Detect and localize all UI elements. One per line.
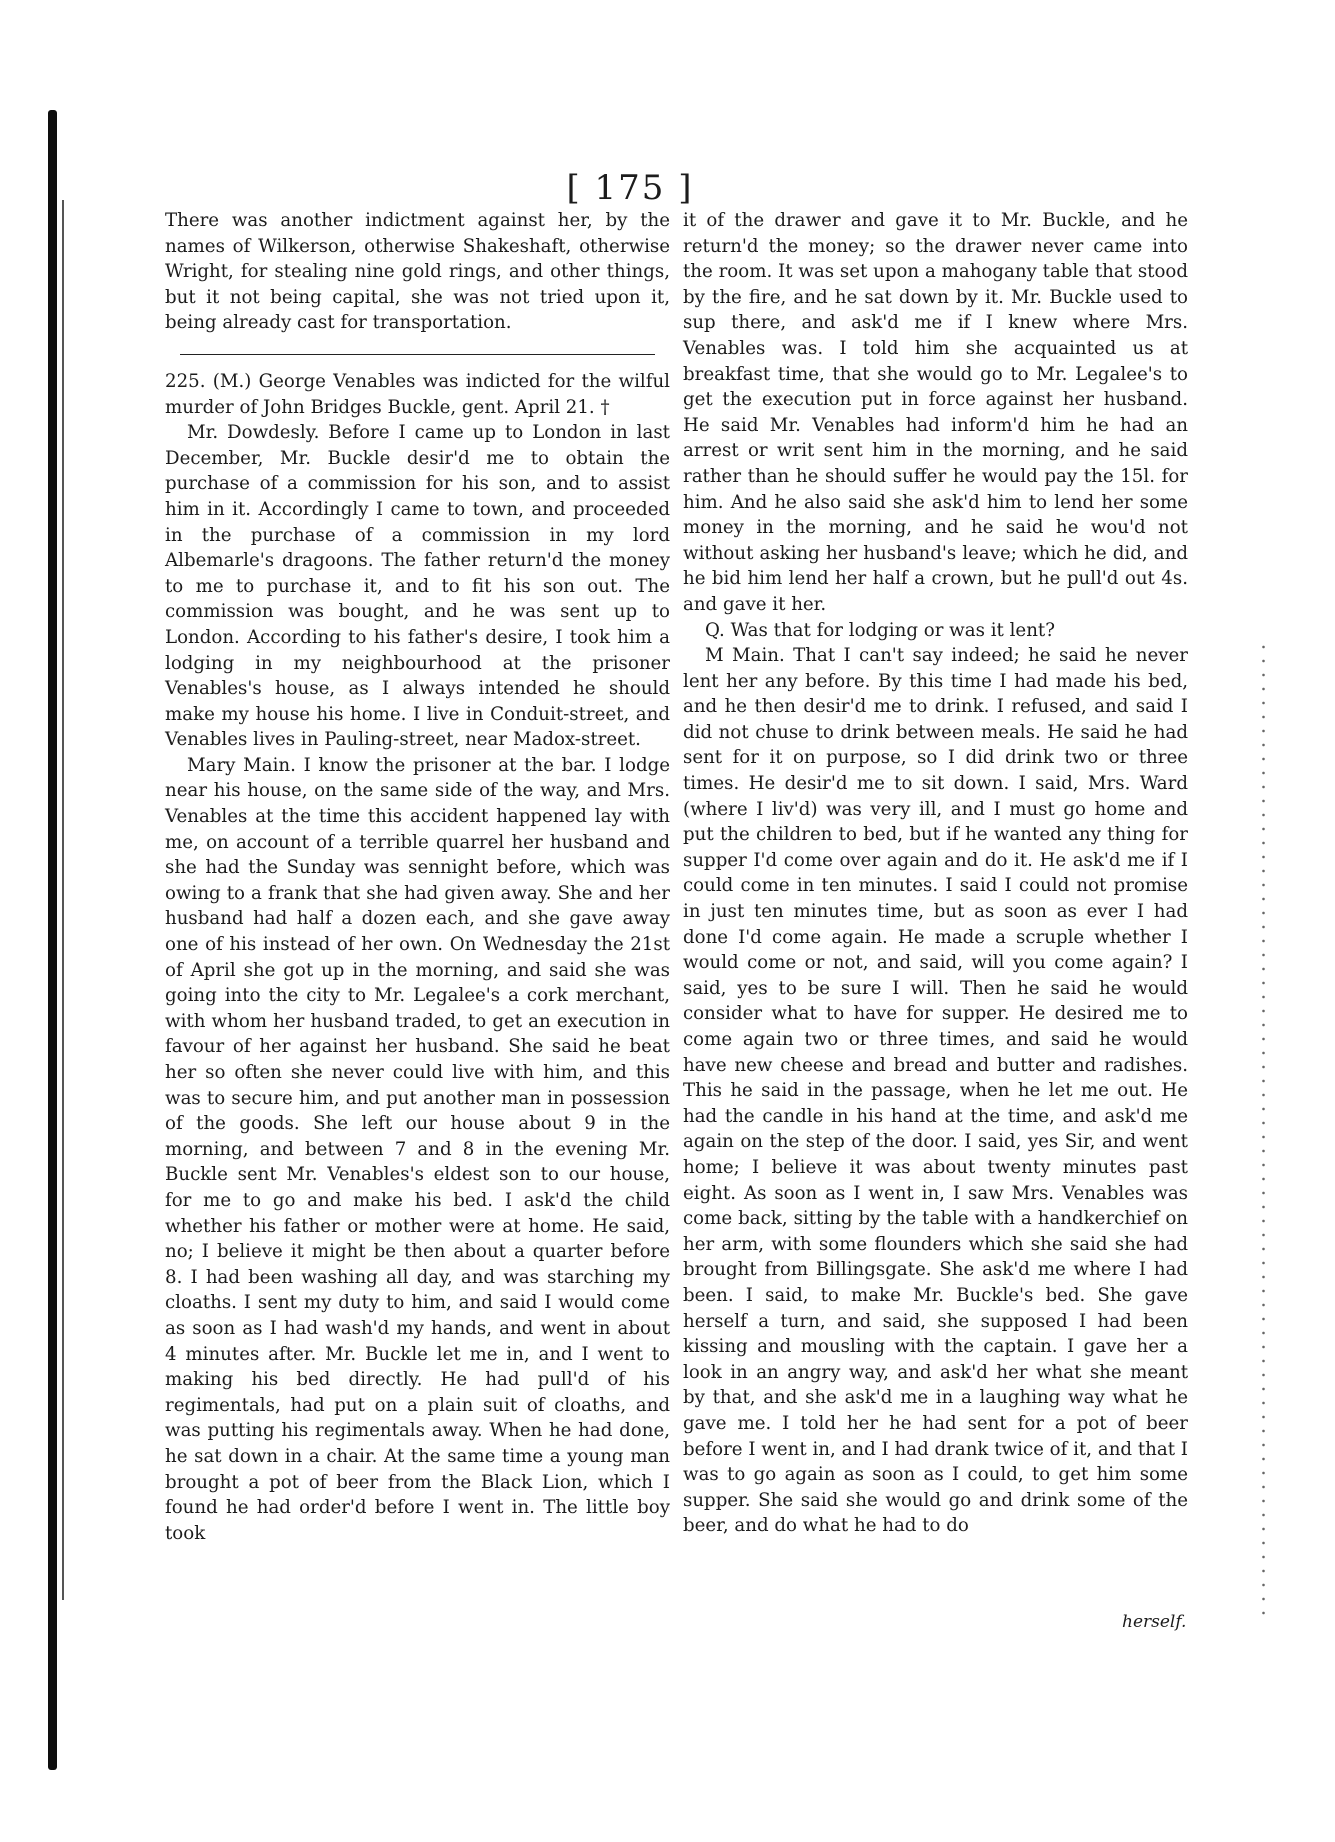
testimony-mary-main: Mary Main. I know the prisoner at the bar. I lodge near his house, on the same side of the way, and Mrs. Venables at the time this accident happened lay with me, on account of a terrible quarrel her husband and she had the Sunday was sennight before, which was owing to a frank that she had given away. She and her husband had half a dozen each, and she gave away one of his instead of her own. On Wednesday the 21st of April she got up in the morning, and said she was going into the city to Mr. Legalee's a cork merchant, with whom her husband traded, to get an execution in favour of her against her husband. She said he beat her so often she never could live with him, and this was to secure him, and put another man in possession of the goods. She left our house about 9 in the morning, and between 7 and 8 in the evening Mr. Buckle sent Mr. Venables's eldest son to our house, for me to go and make his bed. I ask'd the child whether his father or mother were at home. He said, no; I believe it might be then about a quarter before 8. I had been washing all day, and was starching my cloaths. I sent my duty to him, and said I would come as soon as I had wash'd my hands, and went in about 4 minutes after. Mr. Buckle let me in, and I went to making his bed directly. He had pull'd of his regimentals, had put on a plain suit of cloaths, and was putting his regimentals away. When he had done, he sat down in a chair. At the same time a young man brought a pot of beer from the Black Lion, which I found he had order'd before I went in. The little boy took: [165, 754, 670, 1544]
page-number: [ 175 ]: [566, 168, 694, 208]
binding-edge: [48, 110, 57, 1770]
testimony-continued: it of the drawer and gave it to Mr. Buckle, and he return'd the money; so the drawer never came into the room. It was set upon a mahogany table that stood by the fire, and he sat down by it. Mr. Buckle used to sup there, and ask'd me if I knew where Mrs. Venables was. I told him she acquainted us at breakfast time, that she would go to Mr. Legalee's to get the execution put in force against her husband. He said Mr. Venables had inform'd him he had an arrest or writ sent him in the morning, and he said rather than he should suffer he would pay the 15l. for him. And he also said she ask'd him to lend her some money in the morning, and he said he wou'd not without asking her husband's leave; which he did, and he bid him lend her half a crown, but he pull'd out 4s. and gave it her.: [683, 210, 1188, 615]
page-edge-marks: [1262, 640, 1265, 1620]
binding-shadow: [62, 200, 64, 1600]
case-heading: 225. (M.) George Venables was indicted for the wilful murder of John Bridges Buckle, gent. April 21. †: [165, 370, 670, 418]
right-column: [683, 208, 1188, 1539]
paragraph-indictment: There was another indictment against her, by the names of Wilkerson, otherwise Shakeshaft, otherwise Wright, for stealing nine gold rings, and other things, but it not being capital, she was not tried upon it, being already cast for transportation.: [165, 210, 670, 334]
testimony-dowdesly: Mr. Dowdesly. Before I came up to London in last December, Mr. Buckle desir'd me to obtain the purchase of a commission for his son, and to assist him in it. Accordingly I came to town, and proceeded in the purchase of a commission in my lord Albemarle's dragoons. The father return'd the money to me to purchase it, and to fit his son out. The commission was bought, and he was sent up to London. According to his father's desire, I took him a lodging in my neighbourhood at the prisoner Venables's house, as I always intended he should make my house his home. I live in Conduit-street, and Venables lives in Pauling-street, near Madox-street.: [165, 422, 670, 751]
left-column: [165, 208, 670, 1546]
testimony-main-answer: M Main. That I can't say indeed; he said he never lent her any before. By this time I had made his bed, and he then desir'd me to drink. I refused, and said I did not chuse to drink between meals. He said he had sent for it on purpose, so I did drink two or three times. He desir'd me to sit down. I said, Mrs. Ward (where I liv'd) was very ill, and I must go home and put the children to bed, but if he wanted any thing for supper I'd come over again and do it. He ask'd me if I could come in ten minutes. I said I could not promise in just ten minutes time, but as soon as ever I had done I'd come again. He made a scruple whether I would come or not, and said, will you come again? I said, yes to be sure I will. Then he said he would consider what to have for supper. He desired me to come again two or three times, and said he would have new cheese and bread and butter and radishes. This he said in the passage, when he let me out. He had the candle in his hand at the time, and ask'd me again on the step of the door. I said, yes Sir, and went home; I believe it was about twenty minutes past eight. As soon as I went in, I saw Mrs. Venables was come back, sitting by the table with a handkerchief on her arm, with some flounders which she said she had brought from Billingsgate. She ask'd me where I had been. I said, to make Mr. Buckle's bed. She gave herself a turn, and said, she supposed I had been kissing and mousling with the captain. I gave her a look in an angry way, and ask'd her what she meant by that, and she ask'd me in a laughing way what he gave me. I told her he had sent for a pot of beer before I went in, and I had drank twice of it, and that I was to go again as soon as I could, to get him some supper. She said she would go and drink some of the beer, and do what he had to do: [683, 645, 1188, 1537]
section-rule: [180, 354, 655, 355]
question: Q. Was that for lodging or was it lent?: [705, 619, 1055, 641]
catchword: herself.: [1122, 1612, 1187, 1632]
